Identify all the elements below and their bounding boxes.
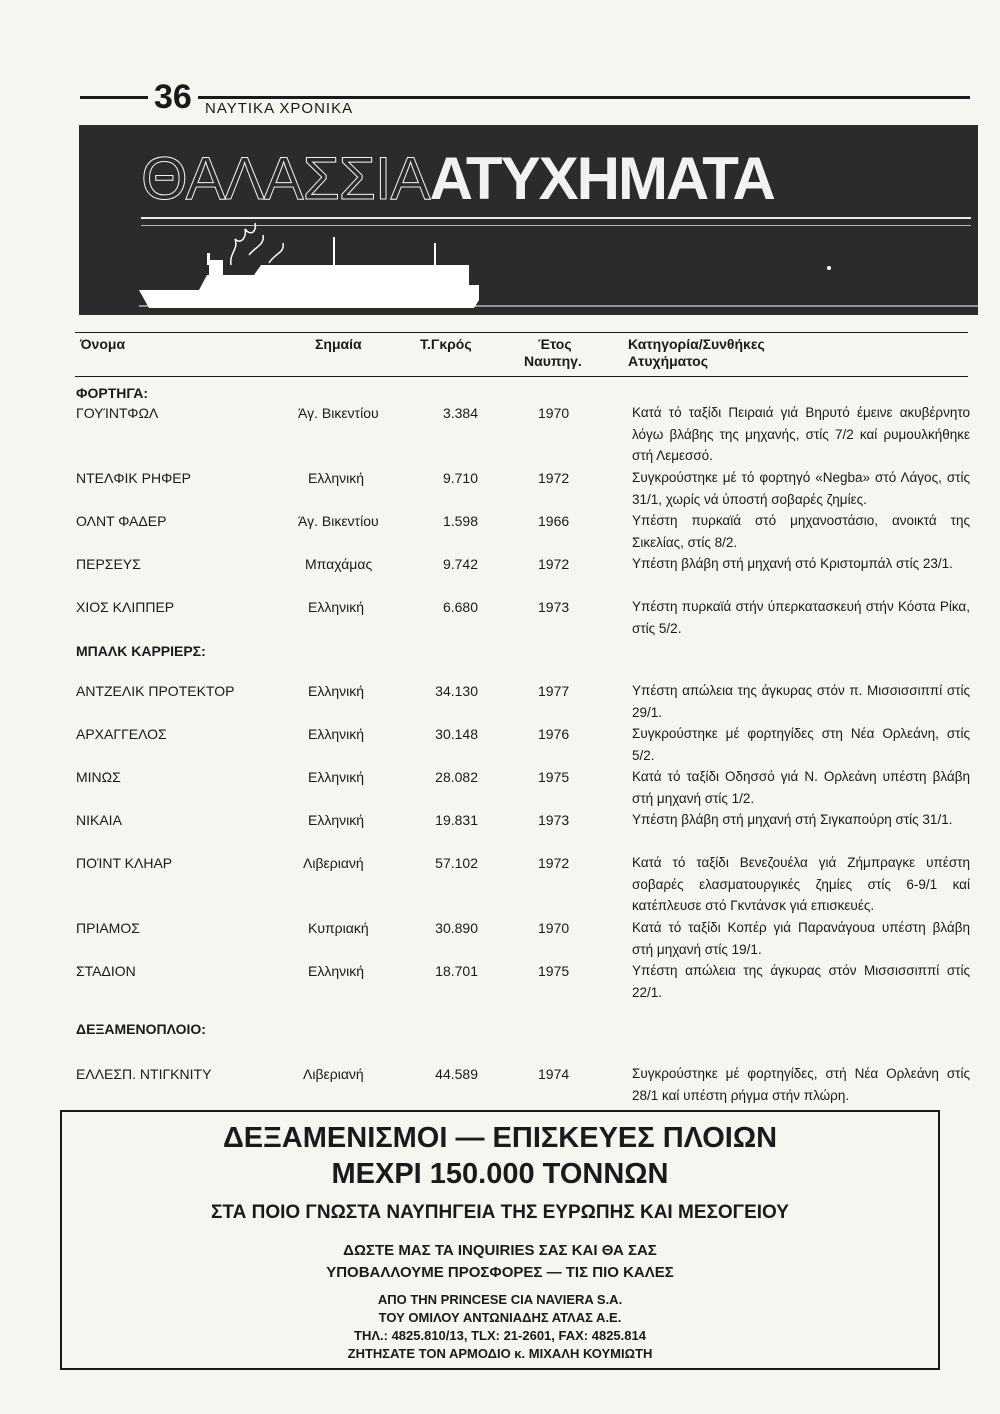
row-flag: Ελληνική xyxy=(308,963,365,979)
row-year: 1977 xyxy=(538,683,570,699)
ad-headline: ΔΕΞΑΜΕΝΙΣΜΟΙ — ΕΠΙΣΚΕΥΕΣ ΠΛΟΙΩΝ xyxy=(222,1122,778,1154)
row-flag: Άγ. Βικεντίου xyxy=(298,405,379,421)
row-year: 1972 xyxy=(538,470,570,486)
row-grt: 30.890 xyxy=(435,920,478,936)
row-desc: Συγκρούστηκε μέ φορτηγίδες, στή Νέα Ορλεάνη στίς 28/1 καί υπέστη ρήγμα στήν πλώρη. xyxy=(632,1066,970,1103)
row-name: ΣΤΑΔΙΟΝ xyxy=(76,963,136,979)
row-desc: Υπέστη βλάβη στή μηχανή στή Σιγκαπούρη στίς 31/1. xyxy=(632,812,953,827)
row-desc: Κατά τό ταξίδι Πειραιά γιά Βηρυτό έμεινε ακυβέρνητο λόγω βλάβης της μηχανής, στίς 7/2 καί ρυμουλκήθηκε στή Λεμεσσό. xyxy=(632,405,970,463)
ad-company: ΑΠΟ ΤΗΝ PRINCESE CIA NAVIERA S.A. xyxy=(377,1292,623,1307)
ad-shipyards: ΣΤΑ ΠΟΙΟ ΓΝΩΣΤΑ ΝΑΥΠΗΓΕΙΑ ΤΗΣ ΕΥΡΩΠΗΣ ΚΑΙ ΜΕΣΟΓΕΙΟΥ xyxy=(211,1202,789,1223)
row-year: 1975 xyxy=(538,963,570,979)
table-header-rule-bottom xyxy=(75,376,968,377)
row-year: 1973 xyxy=(538,599,570,615)
row-grt: 6.680 xyxy=(442,599,478,615)
advertisement-box xyxy=(60,1110,940,1370)
row-grt: 3.384 xyxy=(442,405,478,421)
row-year: 1973 xyxy=(538,812,570,828)
row-name: ΑΡΧΑΓΓΕΛΟΣ xyxy=(76,726,167,742)
row-grt: 34.130 xyxy=(435,683,478,699)
magazine-name: ΝΑΥΤΙΚΑ ΧΡΟΝΙΚΑ xyxy=(205,100,354,117)
row-flag: Ελληνική xyxy=(308,769,365,785)
ad-offers: ΥΠΟΒΑΛΛΟΥΜΕ ΠΡΟΣΦΟΡΕΣ — ΤΙΣ ΠΙΟ ΚΑΛΕΣ xyxy=(326,1264,674,1281)
table-header-rule-top xyxy=(75,332,968,333)
row-name: ΝΙΚΑΙΑ xyxy=(76,812,122,828)
banner-title-bold: ΑΤΥΧΗΜΑΤΑ xyxy=(429,145,774,212)
row-name: ΝΤΕΛΦΙΚ ΡΗΦΕΡ xyxy=(76,470,191,486)
col-header-flag: Σημαία xyxy=(315,336,362,352)
row-desc: Συγκρούστηκε μέ τό φορτηγό «Negba» στό Λάγος, στίς 31/1, χωρίς νά ύποστή σοβαρές ζημίες. xyxy=(632,470,970,507)
section-title-tanker: ΔΕΞΑΜΕΝΟΠΛΟΙΟ: xyxy=(76,1021,206,1037)
row-name: ΟΛΝΤ ΦΑΔΕΡ xyxy=(76,513,167,529)
row-year: 1970 xyxy=(538,405,570,421)
section-title-bulk: ΜΠΑΛΚ ΚΑΡΡΙΕΡΣ: xyxy=(76,643,206,659)
row-name: ΜΙΝΩΣ xyxy=(76,769,121,785)
row-grt: 9.710 xyxy=(442,470,478,486)
ad-ask-for: ΖΗΤΗΣΑΤΕ ΤΟΝ ΑΡΜΟΔΙΟ κ. ΜΙΧΑΛΗ ΚΟΥΜΙΩΤΗ xyxy=(347,1346,653,1361)
row-name: ΠΡΙΑΜΟΣ xyxy=(76,920,140,936)
row-name: ΕΛΛΕΣΠ. ΝΤΙΓΚΝΙΤΥ xyxy=(76,1066,212,1082)
ad-capacity: ΜΕΧΡΙ 150.000 ΤΟΝΝΩΝ xyxy=(331,1158,669,1190)
row-name: ΠΟΊΝΤ ΚΛΗΑΡ xyxy=(76,855,173,871)
section-title-cargo: ΦΟΡΤΗΓΑ: xyxy=(76,385,149,401)
row-desc: Συγκρούστηκε μέ φορτηγίδες στη Νέα Ορλεάνη, στίς 5/2. xyxy=(632,726,970,763)
row-name: ΑΝΤΖΕΛΙΚ ΠΡΟΤΕΚΤΟΡ xyxy=(76,683,235,699)
col-header-year-l2: Ναυπηγ. xyxy=(524,353,582,369)
row-flag: Κυπριακή xyxy=(308,920,369,936)
col-header-desc xyxy=(628,336,765,370)
row-desc: Υπέστη απώλεια της άγκυρας στόν π. Μισσισσιππί στίς 29/1. xyxy=(632,683,970,720)
row-flag: Ελληνική xyxy=(308,812,365,828)
row-name: ΧΙΟΣ ΚΛΙΠΠΕΡ xyxy=(76,599,175,615)
row-name: ΠΕΡΣΕΥΣ xyxy=(76,556,141,572)
row-flag: Λιβεριανή xyxy=(303,1066,364,1082)
row-flag: Λιβεριανή xyxy=(303,855,364,871)
row-grt: 30.148 xyxy=(435,726,478,742)
row-grt: 19.831 xyxy=(435,812,478,828)
row-desc: Κατά τό ταξίδι Κοπέρ γιά Παρανάγουα υπέστη βλάβη στή μηχανή στίς 19/1. xyxy=(632,920,970,957)
row-year: 1966 xyxy=(538,513,570,529)
row-flag: Ελληνική xyxy=(308,726,365,742)
row-year: 1976 xyxy=(538,726,570,742)
row-year: 1975 xyxy=(538,769,570,785)
banner-title-thin: ΘΑΛΑΣΣΙΑ xyxy=(141,145,430,212)
row-grt: 9.742 xyxy=(442,556,478,572)
row-grt: 18.701 xyxy=(435,963,478,979)
ad-inquiries: ΔΩΣΤΕ ΜΑΣ ΤΑ INQUIRIES ΣΑΣ ΚΑΙ ΘΑ ΣΑΣ xyxy=(343,1242,657,1259)
row-year: 1970 xyxy=(538,920,570,936)
page-number: 36 xyxy=(148,78,198,117)
row-grt: 1.598 xyxy=(442,513,478,529)
row-desc: Υπέστη απώλεια της άγκυρας στόν Μισσισσιππί στίς 22/1. xyxy=(632,963,970,1000)
row-name: ΓΟΥΊΝΤΦΩΛ xyxy=(76,405,159,421)
col-header-grt: Τ.Γκρός xyxy=(420,336,472,352)
title-banner xyxy=(79,125,978,315)
row-year: 1972 xyxy=(538,855,570,871)
col-header-name: Όνομα xyxy=(80,336,126,352)
row-year: 1974 xyxy=(538,1066,570,1082)
row-flag: Ελληνική xyxy=(308,683,365,699)
row-flag: Ελληνική xyxy=(308,470,365,486)
row-grt: 44.589 xyxy=(435,1066,478,1082)
row-flag: Ελληνική xyxy=(308,599,365,615)
col-header-desc-l2: Ατυχήματος xyxy=(628,353,708,369)
row-grt: 28.082 xyxy=(435,769,478,785)
col-header-year-l1: Έτος xyxy=(538,336,572,352)
row-desc: Υπέστη πυρκαϊά στήν ύπερκατασκευή στήν Κόστα Ρίκα, στίς 5/2. xyxy=(632,599,970,636)
row-grt: 57.102 xyxy=(435,855,478,871)
ship-illustration xyxy=(79,125,978,315)
ad-group: ΤΟΥ ΟΜΙΛΟΥ ΑΝΤΩΝΙΑΔΗΣ ΑΤΛΑΣ Α.Ε. xyxy=(378,1310,622,1325)
row-desc: Υπέστη βλάβη στή μηχανή στό Κριστομπάλ στίς 23/1. xyxy=(632,556,953,571)
ad-contact: ΤΗΛ.: 4825.810/13, TLX: 21-2601, FAX: 4825.814 xyxy=(354,1328,646,1343)
row-desc: Υπέστη πυρκαϊά στό μηχανοστάσιο, ανοικτά της Σικελίας, στίς 8/2. xyxy=(632,513,970,550)
header-rule xyxy=(80,96,970,99)
row-year: 1972 xyxy=(538,556,570,572)
row-flag: Άγ. Βικεντίου xyxy=(298,513,379,529)
row-desc: Κατά τό ταξίδι Οδησσό γιά Ν. Ορλεάνη υπέστη βλάβη στή μηχανή στίς 1/2. xyxy=(632,769,970,806)
col-header-year xyxy=(524,336,582,370)
row-flag: Μπαχάμας xyxy=(305,556,373,572)
col-header-desc-l1: Κατηγορία/Συνθήκες xyxy=(628,336,765,352)
row-desc: Κατά τό ταξίδι Βενεζουέλα γιά Ζήμπραγκε υπέστη σοβαρές ελασματουργικές ζημίες στίς 6-9/1 καί κατέπλευσε στό Γκντάνσκ γιά επισκευές. xyxy=(632,855,970,913)
